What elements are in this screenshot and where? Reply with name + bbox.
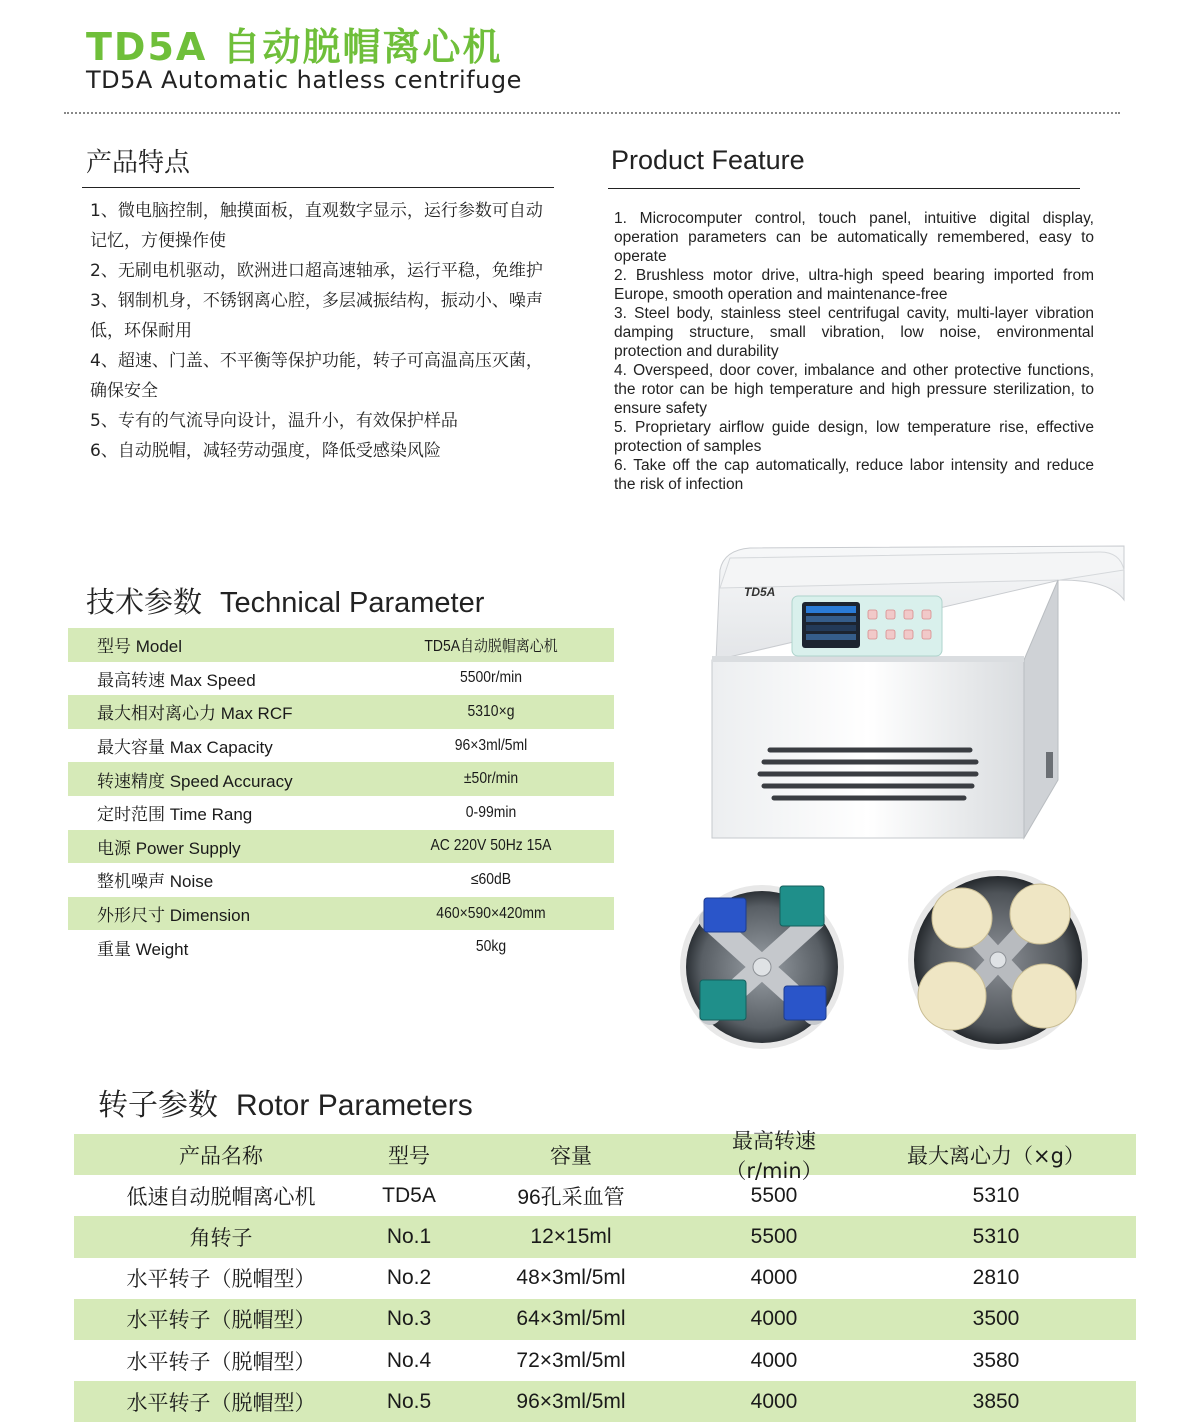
feature-item-cn: 4、超速、门盖、不平衡等保护功能，转子可高温高压灭菌，确保安全 bbox=[90, 351, 543, 401]
rotor-photo-2 bbox=[908, 870, 1088, 1050]
param-key: 外形尺寸 Dimension bbox=[97, 906, 251, 926]
cell-speed: 4000 bbox=[750, 1266, 798, 1290]
machine-label: TD5A bbox=[744, 585, 776, 599]
feature-item-cn: 5、专有的气流导向设计，温升小，有效保护样品 bbox=[90, 411, 458, 431]
features-rule-cn bbox=[82, 187, 554, 188]
tech-params-heading bbox=[86, 580, 484, 621]
feature-item-cn: 1、微电脑控制，触摸面板，直观数字显示，运行参数可自动记忆，方便操作使 bbox=[90, 201, 543, 251]
cell-name: 低速自动脱帽离心机 bbox=[126, 1185, 316, 1209]
table-row bbox=[74, 1340, 1136, 1381]
feature-item-en: 1. Microcomputer control, touch panel, intuitive digital display, operation parameters can be automatically remembered, easy to operate bbox=[614, 210, 1094, 265]
tech-params-table bbox=[68, 628, 614, 964]
param-key: 整机噪声 Noise bbox=[97, 872, 214, 892]
feature-item-en: 4. Overspeed, door cover, imbalance and other protective functions, the rotor can be high temperature and high pressure sterilization, to ensure safety bbox=[614, 362, 1094, 417]
rotor-params-heading-cn: 转子参数 bbox=[98, 1088, 218, 1123]
cell-speed: 4000 bbox=[750, 1389, 798, 1413]
rotor-photo-1 bbox=[680, 885, 844, 1049]
cell-rcf: 3580 bbox=[972, 1348, 1020, 1372]
cell-name: 水平转子（脱帽型） bbox=[126, 1268, 316, 1292]
cell-capacity: 96×3ml/5ml bbox=[516, 1389, 626, 1413]
cell-rcf: 5310 bbox=[972, 1224, 1020, 1248]
rotor-params-heading-en: Rotor Parameters bbox=[236, 1089, 473, 1122]
cell-speed: 5500 bbox=[750, 1183, 798, 1207]
table-row bbox=[74, 1258, 1136, 1299]
param-value: TD5A自动脱帽离心机 bbox=[424, 637, 558, 655]
page-title-en: TD5A Automatic hatless centrifuge bbox=[86, 66, 522, 94]
param-key: 转速精度 Speed Accuracy bbox=[97, 771, 293, 791]
param-key: 电源 Power Supply bbox=[97, 838, 241, 858]
cell-model: No.3 bbox=[386, 1307, 432, 1331]
column-header: 容量 bbox=[550, 1143, 592, 1168]
feature-item-en: 6. Take off the cap automatically, reduce labor intensity and reduce the risk of infection bbox=[614, 457, 1094, 493]
param-value: 96×3ml/5ml bbox=[454, 736, 528, 754]
column-header: 型号 bbox=[388, 1143, 430, 1168]
table-row bbox=[74, 1216, 1136, 1257]
page-title-cn: TD5A 自动脱帽离心机 bbox=[86, 25, 503, 69]
feature-item-en: 3. Steel body, stainless steel centrifugal cavity, multi-layer vibration damping structure, small vibration, low noise, environmental protection and durability bbox=[614, 305, 1094, 360]
param-key: 定时范围 Time Rang bbox=[97, 805, 253, 825]
cell-capacity: 12×15ml bbox=[530, 1224, 612, 1248]
feature-item-cn: 6、自动脱帽，减轻劳动强度，降低受感染风险 bbox=[90, 441, 441, 461]
features-list-cn bbox=[90, 196, 552, 466]
feature-item-en: 5. Proprietary airflow guide design, low temperature rise, effective protection of samples bbox=[614, 419, 1094, 455]
cell-model: TD5A bbox=[382, 1183, 436, 1207]
table-row bbox=[74, 1381, 1136, 1422]
cell-speed: 4000 bbox=[750, 1307, 798, 1331]
tech-params-heading-en: Technical Parameter bbox=[220, 587, 485, 619]
cell-name: 水平转子（脱帽型） bbox=[126, 1391, 316, 1415]
cell-capacity: 64×3ml/5ml bbox=[516, 1307, 626, 1331]
param-key: 最高转速 Max Speed bbox=[97, 670, 256, 690]
product-illustration bbox=[680, 540, 1200, 1070]
param-value: AC 220V 50Hz 15A bbox=[430, 837, 552, 855]
cell-rcf: 5310 bbox=[972, 1183, 1020, 1207]
cell-model: No.5 bbox=[386, 1389, 432, 1413]
table-row bbox=[68, 662, 614, 696]
rotor-params-table bbox=[74, 1128, 1136, 1422]
table-row bbox=[68, 695, 614, 729]
feature-item-cn: 3、钢制机身，不锈钢离心腔，多层减振结构，振动小、噪声低，环保耐用 bbox=[90, 291, 543, 341]
table-row bbox=[68, 762, 614, 796]
cell-model: No.1 bbox=[386, 1224, 432, 1248]
param-key: 型号 Model bbox=[97, 637, 183, 657]
feature-item-en: 2. Brushless motor drive, ultra-high speed bearing imported from Europe, smooth operation and maintenance-free bbox=[614, 267, 1094, 303]
centrifuge-image bbox=[712, 546, 1124, 838]
column-header: 产品名称 bbox=[179, 1143, 263, 1168]
cell-rcf: 2810 bbox=[972, 1266, 1020, 1290]
features-list-en bbox=[614, 209, 1094, 494]
rotor-params-heading bbox=[98, 1080, 473, 1124]
cell-rcf: 3500 bbox=[972, 1307, 1020, 1331]
tech-params-heading-cn: 技术参数 bbox=[86, 585, 203, 619]
param-value: 5500r/min bbox=[459, 669, 523, 687]
param-key: 最大相对离心力 Max RCF bbox=[97, 704, 293, 724]
table-header-row bbox=[74, 1128, 1136, 1183]
cell-capacity: 48×3ml/5ml bbox=[516, 1266, 626, 1290]
cell-model: No.4 bbox=[386, 1348, 432, 1372]
features-rule-en bbox=[608, 188, 1080, 189]
param-value: ≤60dB bbox=[470, 870, 512, 888]
table-row bbox=[68, 796, 614, 830]
table-row bbox=[68, 863, 614, 897]
table-row bbox=[68, 830, 614, 864]
dotted-divider bbox=[64, 112, 1120, 114]
column-header: 最大离心力（×g） bbox=[907, 1143, 1085, 1168]
features-heading-en: Product Feature bbox=[611, 145, 805, 175]
table-row bbox=[68, 897, 614, 931]
table-row bbox=[74, 1299, 1136, 1340]
param-value: 0-99min bbox=[465, 803, 517, 821]
param-value: 460×590×420mm bbox=[436, 904, 546, 922]
table-row bbox=[68, 729, 614, 763]
param-value: 5310×g bbox=[467, 702, 515, 720]
table-row bbox=[68, 628, 614, 662]
cell-rcf: 3850 bbox=[972, 1389, 1020, 1413]
cell-speed: 4000 bbox=[750, 1348, 798, 1372]
table-row bbox=[68, 930, 614, 964]
param-key: 最大容量 Max Capacity bbox=[97, 738, 273, 758]
param-value: 50kg bbox=[475, 938, 507, 956]
param-value: ±50r/min bbox=[463, 770, 519, 788]
features-heading-cn: 产品特点 bbox=[86, 148, 191, 178]
cell-name: 水平转子（脱帽型） bbox=[126, 1350, 316, 1374]
cell-capacity: 96孔采血管 bbox=[517, 1185, 625, 1209]
param-key: 重量 Weight bbox=[97, 939, 189, 959]
cell-speed: 5500 bbox=[750, 1224, 798, 1248]
feature-item-cn: 2、无刷电机驱动，欧洲进口超高速轴承，运行平稳，免维护 bbox=[90, 261, 543, 281]
cell-model: No.2 bbox=[386, 1266, 432, 1290]
cell-name: 水平转子（脱帽型） bbox=[126, 1309, 316, 1333]
column-header: 最高转速（r/min） bbox=[725, 1128, 823, 1183]
cell-capacity: 72×3ml/5ml bbox=[516, 1348, 626, 1372]
table-row bbox=[74, 1175, 1136, 1216]
cell-name: 角转子 bbox=[189, 1226, 253, 1250]
